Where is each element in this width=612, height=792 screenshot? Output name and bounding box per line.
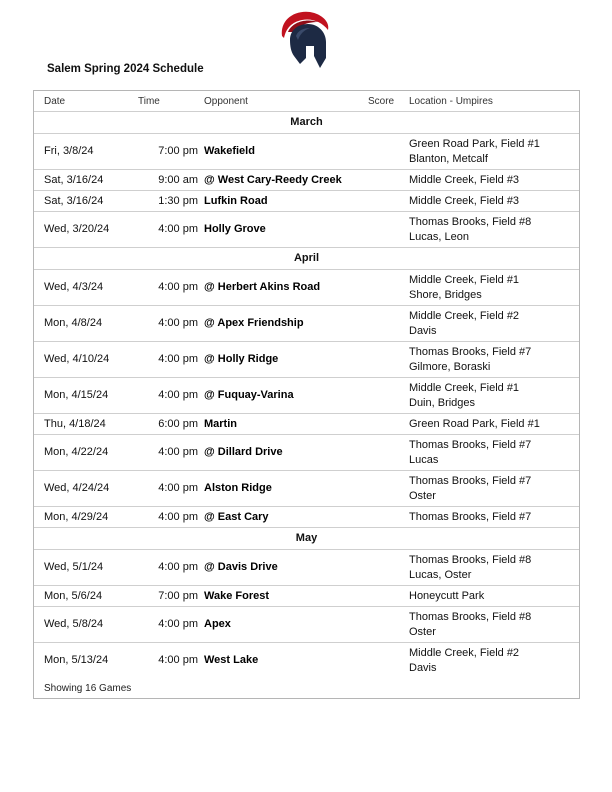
game-date: Wed, 5/8/24: [44, 618, 104, 630]
game-umpires: Gilmore, Boraski: [409, 360, 491, 373]
table-row: [34, 607, 579, 643]
month-header: [34, 528, 579, 550]
table-row: [34, 586, 579, 607]
game-date: Sat, 3/16/24: [44, 194, 104, 207]
game-score: [368, 586, 408, 606]
game-time: 4:00 pm: [158, 654, 198, 666]
game-location: Middle Creek, Field #3: [409, 194, 520, 207]
game-score: [368, 170, 408, 190]
table-row: [34, 134, 579, 170]
table-row: [34, 550, 579, 586]
game-opponent: Lufkin Road: [204, 194, 268, 207]
game-date: Wed, 3/20/24: [44, 223, 110, 235]
game-opponent: Martin: [204, 417, 237, 430]
month-label: April: [293, 252, 320, 264]
game-location-cell: [409, 270, 579, 305]
game-opponent: Wakefield: [204, 145, 255, 157]
page-title: Salem Spring 2024 Schedule: [47, 63, 204, 75]
table-body: [34, 112, 579, 678]
game-score: [368, 550, 408, 585]
game-date: Wed, 4/3/24: [44, 281, 104, 293]
game-score: [368, 607, 408, 642]
game-time: 4:00 pm: [158, 510, 198, 523]
game-time: 9:00 am: [158, 173, 198, 186]
game-time: 4:00 pm: [158, 281, 198, 293]
game-location: Middle Creek, Field #2: [409, 646, 520, 659]
game-time: 1:30 pm: [158, 194, 198, 207]
game-umpires: Lucas: [409, 453, 439, 466]
game-location: Middle Creek, Field #1: [409, 381, 520, 394]
game-location-cell: [409, 643, 579, 678]
game-umpires: Davis: [409, 324, 437, 337]
game-date: Mon, 4/22/24: [44, 446, 109, 458]
game-score: [368, 134, 408, 169]
header-location: Location - Umpires: [409, 95, 493, 107]
game-time: 4:00 pm: [158, 353, 198, 365]
table-row: [34, 414, 579, 435]
table-row: [34, 212, 579, 248]
game-time: 4:00 pm: [158, 446, 198, 458]
game-score: [368, 507, 408, 527]
game-count: Showing 16 Games: [44, 682, 132, 694]
month-header: [34, 112, 579, 134]
game-umpires: Oster: [409, 489, 436, 502]
game-opponent: @ West Cary-Reedy Creek: [204, 173, 342, 186]
game-date: Mon, 4/15/24: [44, 389, 109, 401]
game-umpires: Shore, Bridges: [409, 288, 482, 301]
game-opponent: Wake Forest: [204, 589, 270, 602]
game-opponent: Apex: [204, 618, 231, 630]
game-location-cell: [409, 212, 579, 247]
game-location-cell: [409, 586, 579, 606]
table-footer: [34, 678, 579, 698]
game-time: 4:00 pm: [158, 561, 198, 573]
game-opponent: @ Dillard Drive: [204, 446, 283, 458]
game-score: [368, 471, 408, 506]
game-umpires: Duin, Bridges: [409, 396, 476, 409]
game-time: 7:00 pm: [158, 145, 198, 157]
game-score: [368, 191, 408, 211]
game-date: Thu, 4/18/24: [44, 417, 106, 430]
game-location: Thomas Brooks, Field #7: [409, 345, 532, 358]
game-score: [368, 342, 408, 377]
game-date: Wed, 4/10/24: [44, 353, 110, 365]
game-time: 4:00 pm: [158, 618, 198, 630]
month-label: May: [295, 532, 318, 544]
game-location-cell: [409, 378, 579, 413]
header-date: Date: [44, 95, 66, 107]
game-date: Mon, 5/13/24: [44, 654, 109, 666]
game-opponent: West Lake: [204, 654, 259, 666]
game-opponent: @ East Cary: [204, 510, 269, 523]
game-time: 7:00 pm: [158, 589, 198, 602]
table-row: [34, 270, 579, 306]
month-header: [34, 248, 579, 270]
game-umpires: Lucas, Oster: [409, 568, 472, 581]
game-location-cell: [409, 306, 579, 341]
schedule-table: [33, 90, 580, 699]
table-row: [34, 643, 579, 678]
game-location: Middle Creek, Field #3: [409, 173, 520, 186]
game-umpires: Blanton, Metcalf: [409, 152, 488, 165]
game-location: Middle Creek, Field #2: [409, 309, 520, 322]
helmet-shell: [290, 24, 326, 68]
game-location: Green Road Park, Field #1: [409, 417, 540, 430]
game-score: [368, 212, 408, 247]
game-location: Thomas Brooks, Field #7: [409, 510, 532, 523]
game-opponent: @ Herbert Akins Road: [204, 281, 321, 293]
table-row: [34, 471, 579, 507]
game-location-cell: [409, 134, 579, 169]
table-row: [34, 507, 579, 528]
game-umpires: Oster: [409, 625, 436, 638]
game-location-cell: [409, 414, 579, 434]
game-location-cell: [409, 471, 579, 506]
game-score: [368, 435, 408, 470]
header-score: Score: [368, 95, 395, 107]
game-opponent: @ Davis Drive: [204, 561, 278, 573]
game-location: Thomas Brooks, Field #8: [409, 610, 532, 623]
game-umpires: Lucas, Leon: [409, 230, 469, 243]
table-row: [34, 306, 579, 342]
game-score: [368, 306, 408, 341]
game-location: Honeycutt Park: [409, 589, 485, 602]
game-opponent: @ Holly Ridge: [204, 353, 279, 365]
game-location: Thomas Brooks, Field #7: [409, 438, 532, 451]
game-date: Wed, 4/24/24: [44, 482, 110, 494]
game-location: Thomas Brooks, Field #7: [409, 474, 532, 487]
game-location: Thomas Brooks, Field #8: [409, 553, 532, 566]
game-location: Green Road Park, Field #1: [409, 137, 540, 150]
table-row: [34, 435, 579, 471]
game-opponent: @ Apex Friendship: [204, 317, 304, 329]
spartan-helmet-icon: [276, 6, 332, 70]
game-date: Mon, 4/29/24: [44, 510, 109, 523]
game-location-cell: [409, 342, 579, 377]
month-label: March: [290, 116, 323, 128]
table-header: [34, 91, 579, 112]
game-location-cell: [409, 191, 579, 211]
header-time: Time: [138, 95, 160, 107]
game-score: [368, 414, 408, 434]
game-date: Wed, 5/1/24: [44, 561, 104, 573]
game-time: 6:00 pm: [158, 417, 198, 430]
game-time: 4:00 pm: [158, 482, 198, 494]
table-row: [34, 378, 579, 414]
game-score: [368, 270, 408, 305]
game-time: 4:00 pm: [158, 317, 198, 329]
table-row: [34, 170, 579, 191]
game-time: 4:00 pm: [158, 223, 198, 235]
game-opponent: @ Fuquay-Varina: [204, 389, 294, 401]
game-opponent: Alston Ridge: [204, 482, 272, 494]
game-score: [368, 378, 408, 413]
game-location-cell: [409, 170, 579, 190]
game-location-cell: [409, 550, 579, 585]
table-row: [34, 191, 579, 212]
game-location-cell: [409, 435, 579, 470]
game-umpires: Davis: [409, 661, 437, 674]
game-date: Sat, 3/16/24: [44, 173, 104, 186]
game-opponent: Holly Grove: [204, 223, 266, 235]
game-date: Fri, 3/8/24: [44, 145, 94, 157]
game-score: [368, 643, 408, 678]
game-location-cell: [409, 507, 579, 527]
game-date: Mon, 4/8/24: [44, 317, 103, 329]
game-location: Middle Creek, Field #1: [409, 273, 520, 286]
game-location-cell: [409, 607, 579, 642]
game-date: Mon, 5/6/24: [44, 589, 103, 602]
header-opponent: Opponent: [204, 95, 248, 107]
game-location: Thomas Brooks, Field #8: [409, 215, 532, 228]
table-row: [34, 342, 579, 378]
game-time: 4:00 pm: [158, 389, 198, 401]
